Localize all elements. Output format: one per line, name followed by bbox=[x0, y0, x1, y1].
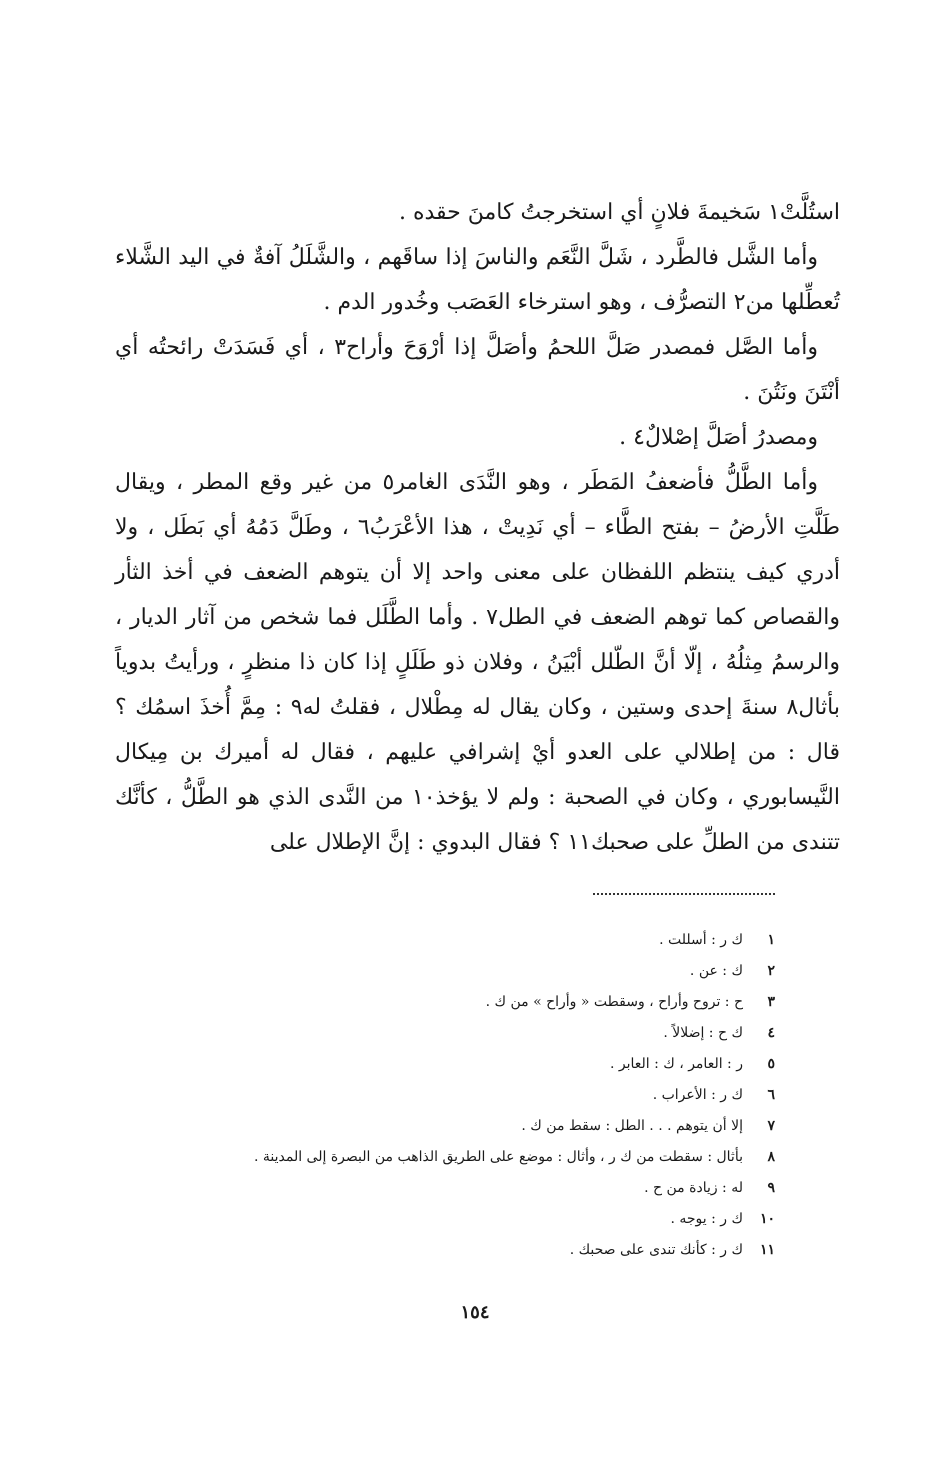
main-text bbox=[115, 190, 840, 865]
footnote-text: ك ر : أسللت . bbox=[659, 932, 743, 948]
footnote-item bbox=[155, 1111, 775, 1142]
footnote-number: ١١ bbox=[759, 1242, 775, 1258]
footnote-number: ٦ bbox=[767, 1087, 775, 1103]
footnote-item bbox=[155, 1142, 775, 1173]
footnote-text: له : زيادة من ح . bbox=[644, 1180, 743, 1196]
footnote-text: ك : عن . bbox=[689, 963, 743, 979]
footnote-number: ٧ bbox=[767, 1118, 775, 1134]
footnote-text: ك ر : الأعراب . bbox=[652, 1087, 743, 1103]
footnote-number: ٤ bbox=[767, 1025, 775, 1041]
footnote-item bbox=[155, 1204, 775, 1235]
footnote-text: ك ر : يوجه . bbox=[670, 1211, 743, 1227]
paragraph-1: استُلَّتْ١ سَخيمةَ فلانٍ أي استخرجتُ كامنَ حقده . bbox=[398, 200, 840, 225]
footnote-text: ح : تروح وأراح ، وسقطت « وأراح » من ك . bbox=[485, 994, 743, 1010]
footnote-item bbox=[155, 956, 775, 987]
footnote-item bbox=[155, 1235, 775, 1266]
footnote-number: ١٠ bbox=[759, 1211, 775, 1227]
footnote-text: بأثال : سقطت من ك ر ، وأثال : موضع على الطريق الذاهب من البصرة إلى المدينة . bbox=[253, 1149, 743, 1165]
footnotes bbox=[155, 925, 775, 1266]
footnote-item bbox=[155, 1018, 775, 1049]
footnote-number: ٢ bbox=[767, 963, 775, 979]
paragraph-5: وأما الطَّلُّ فأضعفُ المَطَر ، وهو النَّدَى الغامر٥ من غير وقع المطر ، ويقال طَلَّتِ الأرضُ – بفتح الطَّاء – أي نَدِيتْ ، هذا الأعْرَبُ٦ ، وطَلَّ دَمُهُ أي بَطَل ، ولا أدري كيف ينتظم اللفظان على معنى واحد إلا أن يتوهم الضعف في أخذ الثأر والقصاص كما توهم الضعف في الطل٧ . وأما الطَّلَل فما شخص من آثار الديار ، والرسمُ مِثلُهُ ، إلّا أنَّ الطّلل أبْيَنُ ، وفلان ذو طَلَلٍ إذا كان ذا منظرٍ ، ورأيتُ بدوياً بأثال٨ سنةَ إحدى وستين ، وكان يقال له مِطْلال ، فقلتُ له٩ : مِمَّ أُخذَ اسمُك ؟ قال : من إطلالي على العدو أيْ إشرافي عليهم ، فقال له أميرك بن مِيكال النَّيسابوري ، وكان في الصحبة : ولم لا يؤخذ١٠ من النَّدى الذي هو الطَّلُّ ، كأنَّك تتندى من الطلِّ على صحبك١١ ؟ فقال البدوي : إنَّ الإطلال على bbox=[115, 470, 841, 855]
paragraph-4: ومصدرُ أصَلَّ إصْلالٌ٤ . bbox=[619, 425, 818, 450]
footnote-text: إلا أن يتوهم . . . الطل : سقط من ك . bbox=[521, 1118, 743, 1134]
footnote-number: ٥ bbox=[767, 1056, 775, 1072]
footnote-number: ٨ bbox=[767, 1149, 775, 1165]
paragraph-3: وأما الصَّل فمصدر صَلَّ اللحمُ وأصَلَّ إذا أرْوَحَ وأراح٣ ، أي فَسَدَتْ رائحتُه أي أنْتَنَ ونَتُنَ . bbox=[115, 335, 840, 405]
footnote-item bbox=[155, 987, 775, 1018]
footnote-item bbox=[155, 1173, 775, 1204]
paragraph-2: وأما الشَّل فالطَّرد ، شَلَّ النَّعَم والناسَ إذا ساقَهم ، والشَّلَلُ آفةٌ في اليد الشَّلاء تُعطِّلها من٢ التصرُّف ، وهو استرخاء العَصَب وخُدور الدم . bbox=[115, 245, 840, 315]
footnote-item bbox=[155, 1080, 775, 1111]
footnote-text: ر : العامر ، ك : العابر . bbox=[609, 1056, 743, 1072]
footnote-number: ٣ bbox=[767, 994, 775, 1010]
footnote-number: ٩ bbox=[767, 1180, 775, 1196]
footnote-text: ك ح : إضلالاً . bbox=[663, 1025, 743, 1041]
footnote-text: ك ر : كأنك تندى على صحبك . bbox=[569, 1242, 743, 1258]
page-number: ١٥٤ bbox=[460, 1302, 490, 1323]
footnote-number: ١ bbox=[767, 932, 775, 948]
footnote-item bbox=[155, 1049, 775, 1080]
footnote-item bbox=[155, 925, 775, 956]
footnote-separator bbox=[593, 893, 775, 895]
